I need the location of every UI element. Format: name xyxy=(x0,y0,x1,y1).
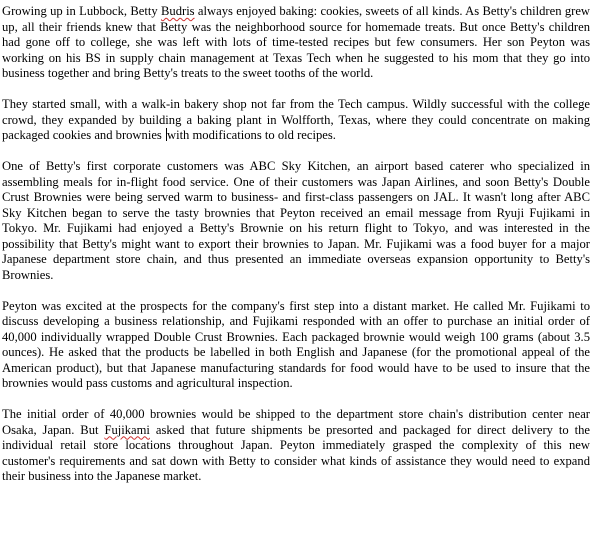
text-run: The initial order of 40,000 brownies would be shipped to the department store chain's distribution center near Osaka, Japan. But xyxy=(2,407,590,437)
text-run: always enjoyed baking: cookies, sweets of all kinds. As Betty's children grew up, all their friends knew that Betty was the neighborhood source for homemade treats. But once Betty's children had gone off to college, she was left with lots of time-tested recipes but few consumers. Her son Peyton was working on his BS in supply chain management at Texas Tech when he suggested to his mom that they go into business together and bring Betty's treats to the sweet tooths of the world. xyxy=(2,4,591,80)
paragraph[interactable] xyxy=(2,159,590,283)
paragraph[interactable] xyxy=(2,4,590,82)
paragraph[interactable] xyxy=(2,407,590,485)
text-run: asked that future shipments be presorted and packaged for direct delivery to the individual retail store locations throughout Japan. Peyton immediately grasped the complexity of this new customer's requirements and sat down with Betty to consider what kinds of assistance they would need to expand their business into the Japanese market. xyxy=(2,422,590,483)
text-run: Growing up in Lubbock, Betty xyxy=(2,4,161,18)
text-run: Peyton was excited at the prospects for the company's first step into a distant market. He called Mr. Fujikami to discuss developing a business relationship, and Fujikami responded with an offer to purchase an initial order of 40,000 individually wrapped Double Crust Brownies. Each packaged brownie would weigh 100 grams (about 3.5 ounces). He asked that the products be labelled in both English and Japanese (for the promotional appeal of the American product), but that Japanese manufacturing standards for food would have to be used to insure that the brownies would pass customs and agricultural inspection. xyxy=(2,298,590,390)
misspelled-word: Fujikami xyxy=(104,422,150,437)
paragraph[interactable] xyxy=(2,97,590,144)
misspelled-word: Budris xyxy=(161,4,195,18)
paragraph[interactable] xyxy=(2,299,590,392)
text-run: with modifications to old recipes. xyxy=(166,128,336,142)
text-run: They started small, with a walk-in bakery shop not far from the Tech campus. Wildly successful with the college crowd, they expanded by building a baking plant in Wolfforth, Texas, where they could concentrate on making packaged cookies and brownies xyxy=(2,97,590,142)
text-run: One of Betty's first corporate customers was ABC Sky Kitchen, an airport based caterer who specialized in assembling meals for in-flight food service. One of their customers was Japan Airlines, and soon Betty's Double Crust Brownies were being served warm to business- and first-class passengers on JAL. It wasn't long after ABC Sky Kitchen began to serve the tasty brownies that Peyton received an email message from Ryuji Fujikami in Tokyo. Mr. Fujikami had enjoyed a Betty's Brownie on his return flight to Tokyo, and was interested in the possibility that Betty's might want to export their brownies to Japan. Mr. Fujikami was a food buyer for a major Japanese department store chain, and thus presented an immediate overseas expansion opportunity to Betty's Brownies. xyxy=(2,159,590,282)
